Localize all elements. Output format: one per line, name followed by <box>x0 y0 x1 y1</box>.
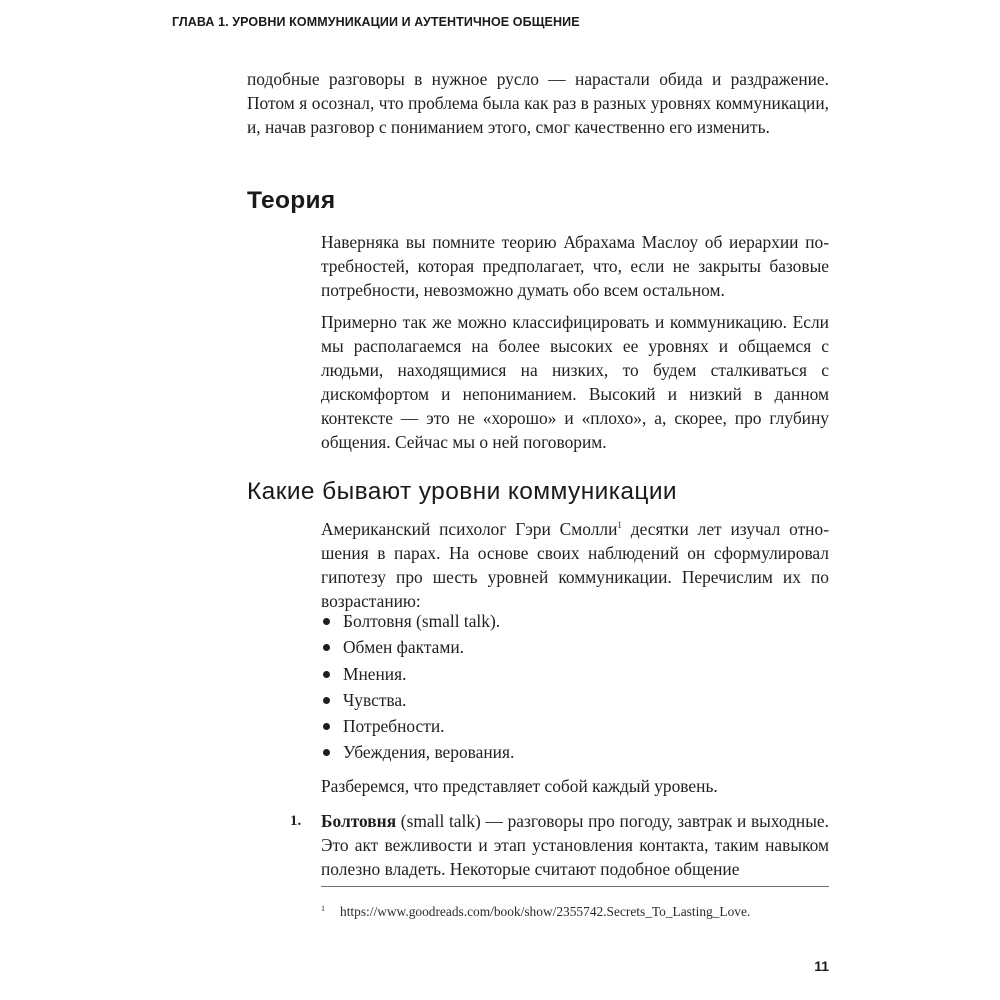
numbered-item-number: 1. <box>290 813 302 829</box>
running-head: ГЛАВА 1. УРОВНИ КОММУНИКАЦИИ И АУТЕНТИЧНОЕ ОБЩЕНИЕ <box>172 15 580 29</box>
list-item-label: Болтовня (small talk). <box>343 611 501 631</box>
footnote-divider <box>321 886 829 887</box>
list-item-label: Мнения. <box>343 663 407 684</box>
levels-paragraph <box>321 517 829 613</box>
intro-paragraph: подобные разговоры в нужное русло — нарастали обида и раздражение. Потом я осознал, что проблема была как раз в разных уровнях коммуникации, и, начав разговор с пониманием этого, смог качественно его изменить. <box>247 69 829 137</box>
bullet-icon <box>323 697 330 704</box>
levels-heading: Какие бывают уровни коммуникации <box>247 478 678 505</box>
list-item <box>321 688 514 714</box>
numbered-item-term: Болтовня <box>321 811 397 831</box>
list-item-label: Чувства. <box>343 689 407 710</box>
list-item-label: Убеждения, верования. <box>343 742 515 763</box>
footnote <box>321 899 829 922</box>
levels-paragraph-end: десятки лет изучал отношения в парах. На основе своих наблюдений он сформулировал гипотезу про шесть уровней коммуникации. Перечислим их по возрастанию: <box>321 519 829 611</box>
list-item <box>321 662 514 688</box>
theory-heading: Теория <box>247 187 336 214</box>
bullet-icon <box>323 644 330 651</box>
explain-paragraph: Разберемся, что представляет собой каждый уровень. <box>321 776 718 796</box>
list-item <box>321 714 514 740</box>
footnote-link[interactable]: https://www.goodreads.com/book/show/2355742.Secrets_To_Lasting_Love. <box>340 904 751 919</box>
bullet-icon <box>323 671 330 678</box>
theory-paragraph-1: Наверняка вы помните теорию Абрахама Маслоу об иерархии потребностей, которая предполагает, что, если не закрыты базовые потребности, невозможно думать обо всем остальном. <box>321 232 829 300</box>
levels-bullet-list <box>321 609 514 767</box>
bullet-icon <box>323 749 330 756</box>
footnote-number: 1 <box>321 904 325 913</box>
theory-paragraph-2: Примерно так же можно классифицировать и коммуникацию. Если мы располагаемся на более высоких ее уровнях и общаемся с людьми, находящимися на низких, то будем сталкиваться с дискомфортом и непониманием. Высокий и низкий в данном контексте — это не «хорошо» и «плохо», а, скорее, про глубину общения. Сейчас мы о ней поговорим. <box>321 312 829 452</box>
list-item-label: Потребности. <box>343 716 445 737</box>
list-item <box>321 609 514 635</box>
numbered-item-description: (small talk) — разговоры про погоду, завтрак и выходные. Это акт вежливости и этап установления контакта, таким навыком полезно владеть. Некоторые считают подобное общение <box>321 811 829 879</box>
numbered-item-text <box>321 809 829 881</box>
bullet-icon <box>323 618 330 625</box>
footnote-reference: 1 <box>617 520 622 531</box>
levels-paragraph-start: Американский психолог Гэри Смолли <box>321 519 618 539</box>
bullet-icon <box>323 723 330 730</box>
page-number: 11 <box>814 958 829 974</box>
list-item <box>321 740 514 766</box>
list-item-label: Обмен фактами. <box>343 637 465 658</box>
list-item <box>321 635 514 661</box>
